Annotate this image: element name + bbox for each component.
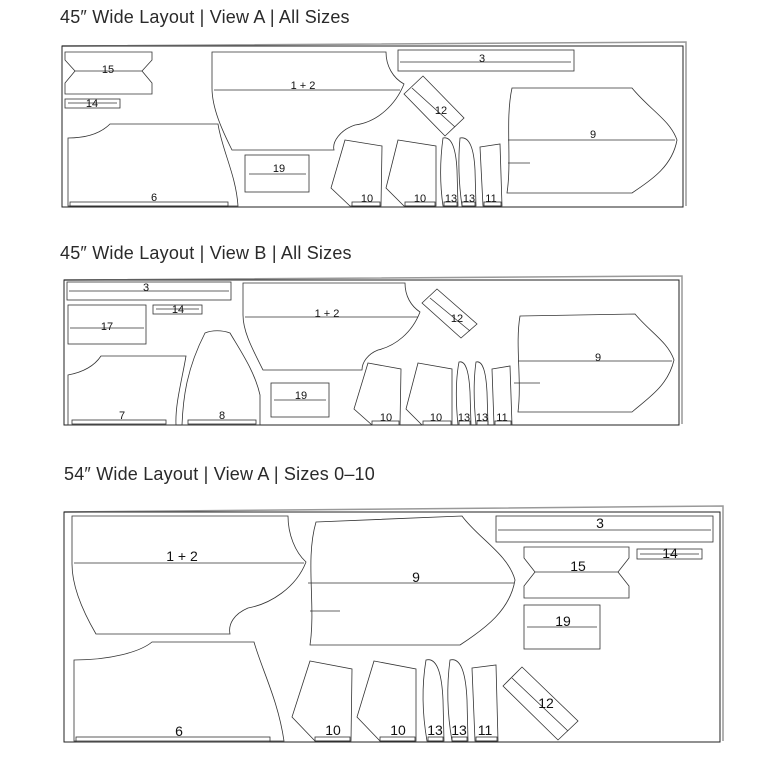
label-c-10a: 10 — [325, 722, 341, 738]
label-c-6: 6 — [175, 723, 183, 739]
label-b-1-2: 1 + 2 — [314, 308, 340, 320]
label-c-1-2: 1 + 2 — [166, 548, 198, 564]
layout-b-piece-12 — [422, 289, 477, 338]
label-b-7: 7 — [118, 410, 126, 422]
label-a-14: 14 — [85, 98, 99, 110]
label-c-13b: 13 — [451, 722, 467, 738]
layout-b-fabric — [64, 276, 682, 425]
label-c-15: 15 — [570, 558, 586, 574]
label-c-11: 11 — [477, 722, 493, 738]
label-a-13a: 13 — [444, 193, 458, 205]
layout-b-piece-7 — [68, 356, 186, 425]
label-b-9: 9 — [594, 352, 602, 364]
label-a-3: 3 — [478, 53, 486, 65]
label-c-3: 3 — [596, 515, 604, 531]
layout-b-piece-1-2 — [243, 283, 420, 370]
label-b-12: 12 — [450, 313, 464, 325]
label-b-11: 11 — [496, 412, 508, 424]
label-b-14: 14 — [171, 304, 185, 316]
label-c-13a: 13 — [427, 722, 443, 738]
label-a-12: 12 — [434, 105, 448, 117]
label-c-14: 14 — [662, 545, 678, 561]
label-b-3: 3 — [142, 282, 150, 294]
layout-b-title: 45″ Wide Layout | View B | All Sizes — [60, 243, 352, 263]
layout-a-title: 45″ Wide Layout | View A | All Sizes — [60, 7, 350, 27]
label-b-13a: 13 — [457, 412, 471, 424]
layout-c-title: 54″ Wide Layout | View A | Sizes 0–10 — [64, 464, 375, 484]
label-a-10a: 10 — [360, 193, 374, 205]
layout-a-piece-3 — [398, 50, 574, 71]
label-a-15: 15 — [101, 64, 115, 76]
label-a-1-2: 1 + 2 — [290, 80, 316, 92]
label-c-10b: 10 — [390, 722, 406, 738]
label-a-9: 9 — [589, 129, 597, 141]
label-c-19: 19 — [555, 613, 571, 629]
label-b-13b: 13 — [475, 412, 489, 424]
label-a-13b: 13 — [462, 193, 476, 205]
label-c-12: 12 — [538, 695, 554, 711]
label-c-9: 9 — [412, 569, 420, 585]
layout-a-piece-1-2 — [212, 52, 404, 150]
layout-c-fabric — [64, 506, 723, 742]
label-a-19: 19 — [272, 163, 286, 175]
label-a-11: 11 — [485, 193, 497, 205]
layout-a-fabric — [62, 42, 686, 207]
label-b-17: 17 — [100, 321, 114, 333]
label-b-10b: 10 — [429, 412, 443, 424]
label-b-10a: 10 — [379, 412, 393, 424]
layout-c-piece-3 — [496, 516, 713, 542]
label-b-19: 19 — [294, 390, 308, 402]
label-a-6: 6 — [150, 192, 158, 204]
label-a-10b: 10 — [413, 193, 427, 205]
label-b-8: 8 — [218, 410, 226, 422]
layout-c-piece-1-2 — [72, 516, 306, 634]
